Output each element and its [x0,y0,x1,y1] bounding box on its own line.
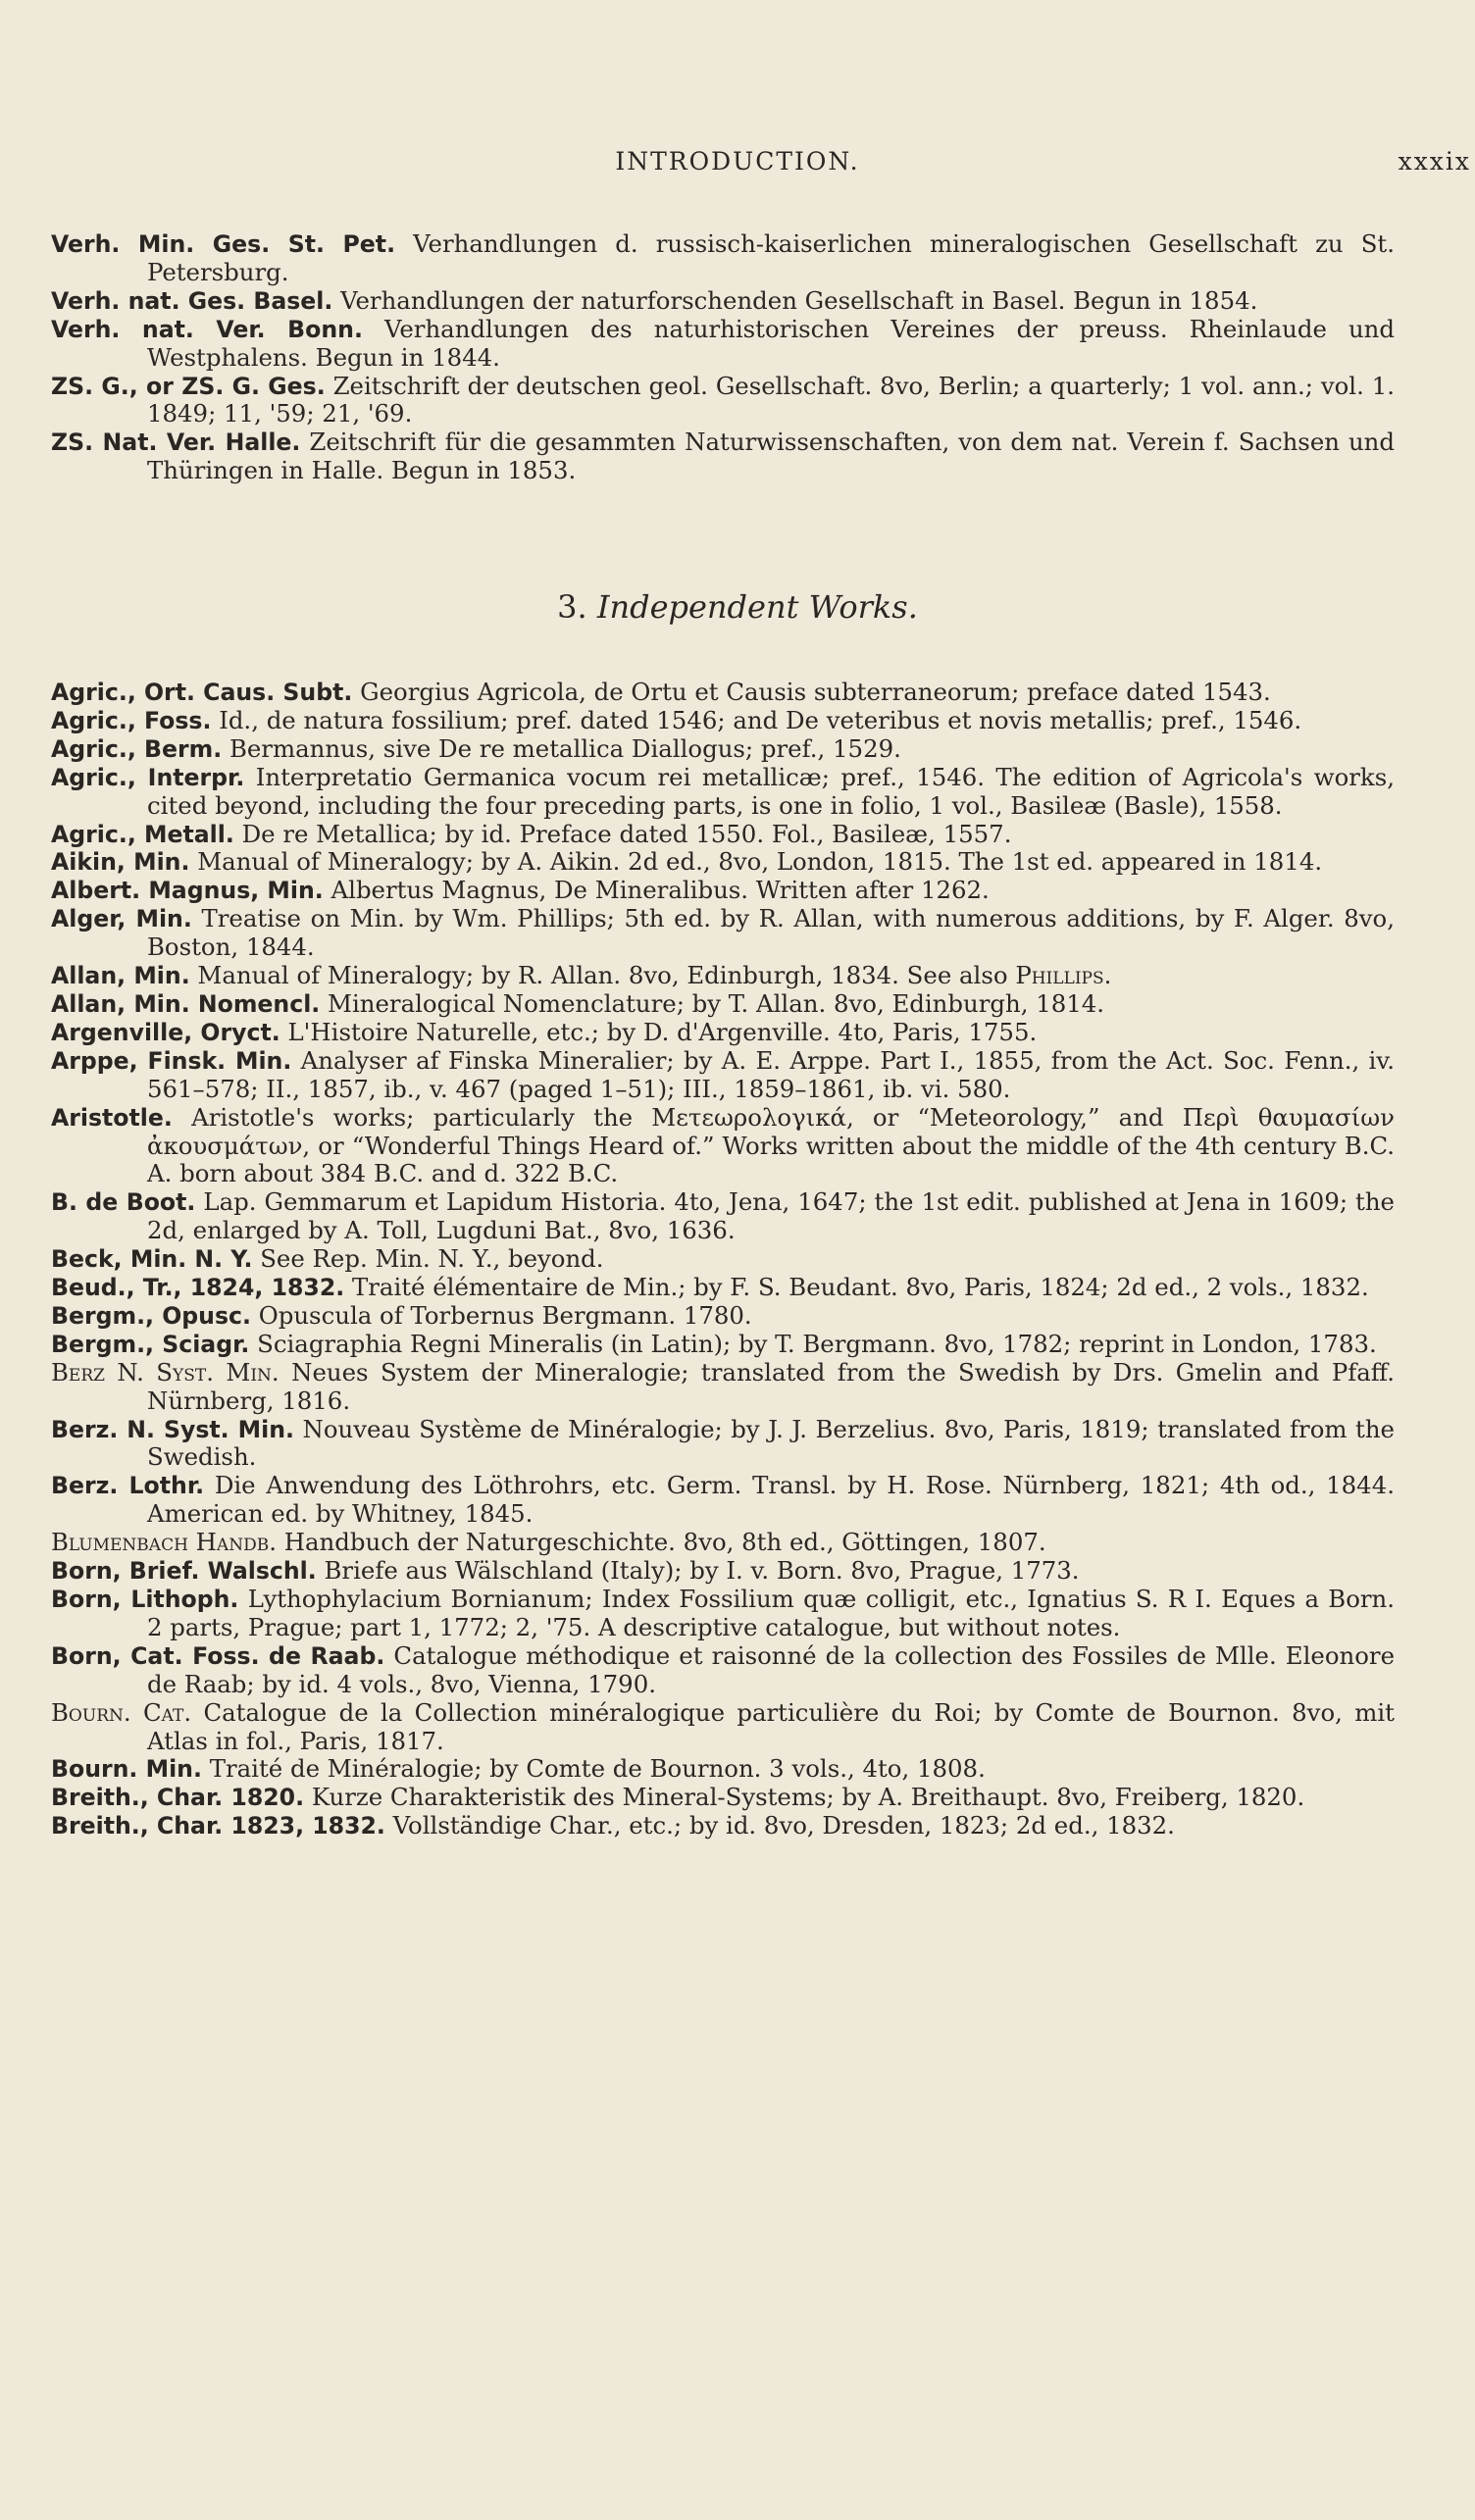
entry [51,1416,1395,1473]
entry [51,821,1395,849]
entry [51,230,1395,287]
section-heading-text: Independent Works. [596,588,918,626]
entry-text: Albertus Magnus, De Mineralibus. Written after 1262. [331,876,990,905]
entry [51,1331,1395,1359]
entry-abbreviation: ZS. Nat. Ver. Halle. [51,428,301,457]
entry-abbreviation: Albert. Magnus, Min. [51,877,324,905]
entry-text: Analyser af Finska Mineralier; by A. E. Arppe. Part I., 1855, from the Act. Soc. Fenn., iv. 561–578; II., 1857, ib., v. 467 (paged 1–51); III., 1859–1861, ib. vi. 580. [147,1045,1395,1103]
entry [51,1755,1395,1784]
entry-text: Manual of Mineralogy; by A. Aikin. 2d ed., 8vo, London, 1815. The 1st ed. appeared in 1814. [197,847,1323,877]
entry-abbreviation: Beck, Min. N. Y. [51,1245,253,1274]
entry-text: Interpretatio Germanica vocum rei metallicæ; pref., 1546. The edition of Agricola's works, cited beyond, including the four preceding parts, is one in folio, 1 vol., Basileæ (Basle), 1558. [147,762,1395,820]
entry [51,1784,1395,1812]
independent-works-list [51,679,1395,1840]
running-head-title: INTRODUCTION. [615,147,860,176]
entry-abbreviation: Beud., Tr., 1824, 1832. [51,1274,345,1302]
entry-text: L'Histoire Naturelle, etc.; by D. d'Argenville. 4to, Paris, 1755. [287,1017,1038,1046]
entry-text: Verhandlungen der naturforschenden Gesellschaft in Basel. Begun in 1854. [340,285,1258,315]
entry-text: Traité élémentaire de Min.; by F. S. Beudant. 8vo, Paris, 1824; 2d ed., 2 vols., 1832. [351,1273,1369,1302]
entry [51,1557,1395,1586]
entry [51,679,1395,707]
entry [51,1274,1395,1302]
entry-abbreviation: Bourn. Cat. [51,1697,192,1727]
entry-text: Verhandlungen des naturhistorischen Vereines der preuss. Rheinlaude und Westphalens. Begun in 1844. [147,314,1395,372]
entry-abbreviation: Bergm., Sciagr. [51,1330,250,1358]
entry-abbreviation: Agric., Ort. Caus. Subt. [51,679,353,706]
entry [51,990,1395,1019]
entry [51,1699,1395,1756]
entry-text: Zeitschrift der deutschen geol. Gesellschaft. 8vo, Berlin; a quarterly; 1 vol. ann.; vol. 1. 1849; 11, '59; 21, '69. [147,371,1395,428]
entry-abbreviation: Argenville, Oryct. [51,1018,280,1046]
entry [51,1188,1395,1245]
entry-abbreviation: Born, Lithoph. [51,1586,239,1613]
section-heading-number: 3. [557,588,587,626]
entry-abbreviation: Born, Cat. Foss. de Raab. [51,1641,385,1670]
entry-text: Lythophylacium Bornianum; Index Fossilium quæ colligit, etc., Ignatius S. R I. Eques a Born. 2 parts, Prague; part 1, 1772; 2, '75. A descriptive catalogue, but without notes. [147,1585,1395,1641]
entry-abbreviation: ZS. G., or ZS. G. Ges. [51,372,326,400]
entry-abbreviation: Agric., Berm. [51,734,223,763]
entry [51,373,1395,429]
entry-abbreviation: Aikin, Min. [51,848,190,877]
entry [51,735,1395,764]
entry-text: Mineralogical Nomenclature; by T. Allan. 8vo, Edinburgh, 1814. [328,988,1105,1018]
entry-text: Catalogue méthodique et raisonné de la collection des Fossiles de Mlle. Eleonore de Raab; by id. 4 vols., 8vo, Vienna, 1790. [147,1640,1395,1698]
entry [51,428,1395,485]
entry [51,287,1395,316]
entry-abbreviation: Agric., Metall. [51,820,234,848]
entry-abbreviation: Breith., Char. 1820. [51,1784,305,1812]
entry-text: Catalogue de la Collection minéralogique particulière du Roi; by Comte de Bournon. 8vo, mit Atlas in fol., Paris, 1817. [147,1697,1395,1755]
entry-text: Georgius Agricola, de Ortu et Causis subterraneorum; preface dated 1543. [360,678,1271,706]
entry-text: Briefe aus Wälschland (Italy); by I. v. Born. 8vo, Prague, 1773. [324,1556,1080,1586]
entry-text: Nouveau Système de Minéralogie; by J. J. Berzelius. 8vo, Paris, 1819; translated from the Swedish. [147,1414,1395,1472]
entry-abbreviation: Allan, Min. [51,962,190,990]
entry-abbreviation: Verh. Min. Ges. St. Pet. [51,230,396,258]
entry-abbreviation: Verh. nat. Ges. Basel. [51,286,333,315]
entry [51,905,1395,962]
entry-text: Treatise on Min. by Wm. Phillips; 5th ed. by R. Allan, with numerous additions, by F. Alger. 8vo, Boston, 1844. [147,904,1395,962]
entry [51,1586,1395,1642]
entry [51,877,1395,905]
entry-abbreviation: Aristotle. [51,1103,173,1132]
entry-text: Aristotle's works; particularly the Μετεωρολογικά, or “Meteorology,” and Περὶ θαυμασίων ἀκουσμάτων, or “Wonderful Things Heard of.” Works written about the middle of the 4th century B.C. A. born about 384 B.C. and d. 322 B.C. [147,1102,1395,1188]
entry [51,1104,1395,1189]
entry [51,1302,1395,1331]
entry-text: Bermannus, sive De re metallica Diallogus; pref., 1529. [229,733,901,763]
entry-text: Die Anwendung des Löthrohrs, etc. Germ. Transl. by H. Rose. Nürnberg, 1821; 4th od., 1844. American ed. by Whitney, 1845. [147,1471,1395,1529]
entry-text: Handbuch der Naturgeschichte. 8vo, 8th ed., Göttingen, 1807. [283,1528,1046,1557]
entry-text: See Rep. Min. N. Y., beyond. [260,1244,604,1274]
entry-text: Lap. Gemmarum et Lapidum Historia. 4to, Jena, 1647; the 1st edit. published at Jena in 1609; the 2d, enlarged by A. Toll, Lugduni Bat., 8vo, 1636. [147,1187,1395,1245]
section-heading [0,588,1475,626]
entry-text: Zeitschrift für die gesammten Naturwissenschaften, von dem nat. Verein f. Sachsen und Thüringen in Halle. Begun in 1853. [147,428,1396,485]
entry-abbreviation: Berz. N. Syst. Min. [51,1415,294,1443]
entry-text: Kurze Charakteristik des Mineral-Systems; by A. Breithaupt. 8vo, Freiberg, 1820. [311,1783,1305,1812]
entry-text: Vollständige Char., etc.; by id. 8vo, Dresden, 1823; 2d ed., 1832. [392,1811,1175,1840]
entry-abbreviation: Breith., Char. 1823, 1832. [51,1812,385,1840]
entry [51,707,1395,735]
entry [51,848,1395,877]
entry [51,1019,1395,1047]
entry [51,1359,1395,1416]
entry-abbreviation: Arppe, Finsk. Min. [51,1046,292,1075]
entry-abbreviation: Bergm., Opusc. [51,1301,251,1330]
entry-abbreviation: Alger, Min. [51,905,192,933]
entry-abbreviation: Born, Brief. Walschl. [51,1557,317,1586]
entry [51,1529,1395,1557]
page-number: xxxix [1398,147,1471,176]
entry-text: Manual of Mineralogy; by R. Allan. 8vo, Edinburgh, 1834. See also [197,961,1016,990]
entry-abbreviation: Allan, Min. Nomencl. [51,989,321,1018]
entry [51,1472,1395,1529]
entry-text: De re Metallica; by id. Preface dated 1550. Fol., Basileæ, 1557. [241,819,1012,848]
entry-abbreviation: Agric., Interpr. [51,763,245,791]
entry-text: Opuscula of Torbernus Bergmann. 1780. [258,1300,752,1330]
entry [51,1642,1395,1699]
entry [51,1047,1395,1104]
entry-abbreviation: Bourn. Min. [51,1755,202,1784]
entry [51,1245,1395,1274]
periodicals-list [51,230,1395,485]
entry-abbreviation: B. de Boot. [51,1188,196,1217]
entry-abbreviation: Verh. nat. Ver. Bonn. [51,315,363,343]
entry [51,962,1395,990]
entry [51,764,1395,821]
cross-reference: Phillips. [1015,961,1112,990]
entry-abbreviation: Berz N. Syst. Min. [51,1357,280,1386]
entry [51,316,1395,373]
entry-abbreviation: Blumenbach Handb. [51,1528,277,1557]
entry-abbreviation: Berz. Lothr. [51,1472,205,1500]
entry-text: Sciagraphia Regni Mineralis (in Latin); by T. Bergmann. 8vo, 1782; reprint in London, 1783. [257,1329,1377,1358]
entry [51,1812,1395,1840]
running-head [0,147,1475,186]
entry-text: Verhandlungen d. russisch-kaiserlichen mineralogischen Gesellschaft zu St. Petersburg. [147,229,1395,286]
entry-text: Traité de Minéralogie; by Comte de Bournon. 3 vols., 4to, 1808. [209,1754,986,1784]
entry-text: Neues System der Mineralogie; translated from the Swedish by Drs. Gmelin and Pfaff. Nürnberg, 1816. [147,1357,1396,1415]
entry-text: Id., de natura fossilium; pref. dated 1546; and De veteribus et novis metallis; pref., 1546. [219,705,1302,734]
entry-abbreviation: Agric., Foss. [51,706,212,734]
